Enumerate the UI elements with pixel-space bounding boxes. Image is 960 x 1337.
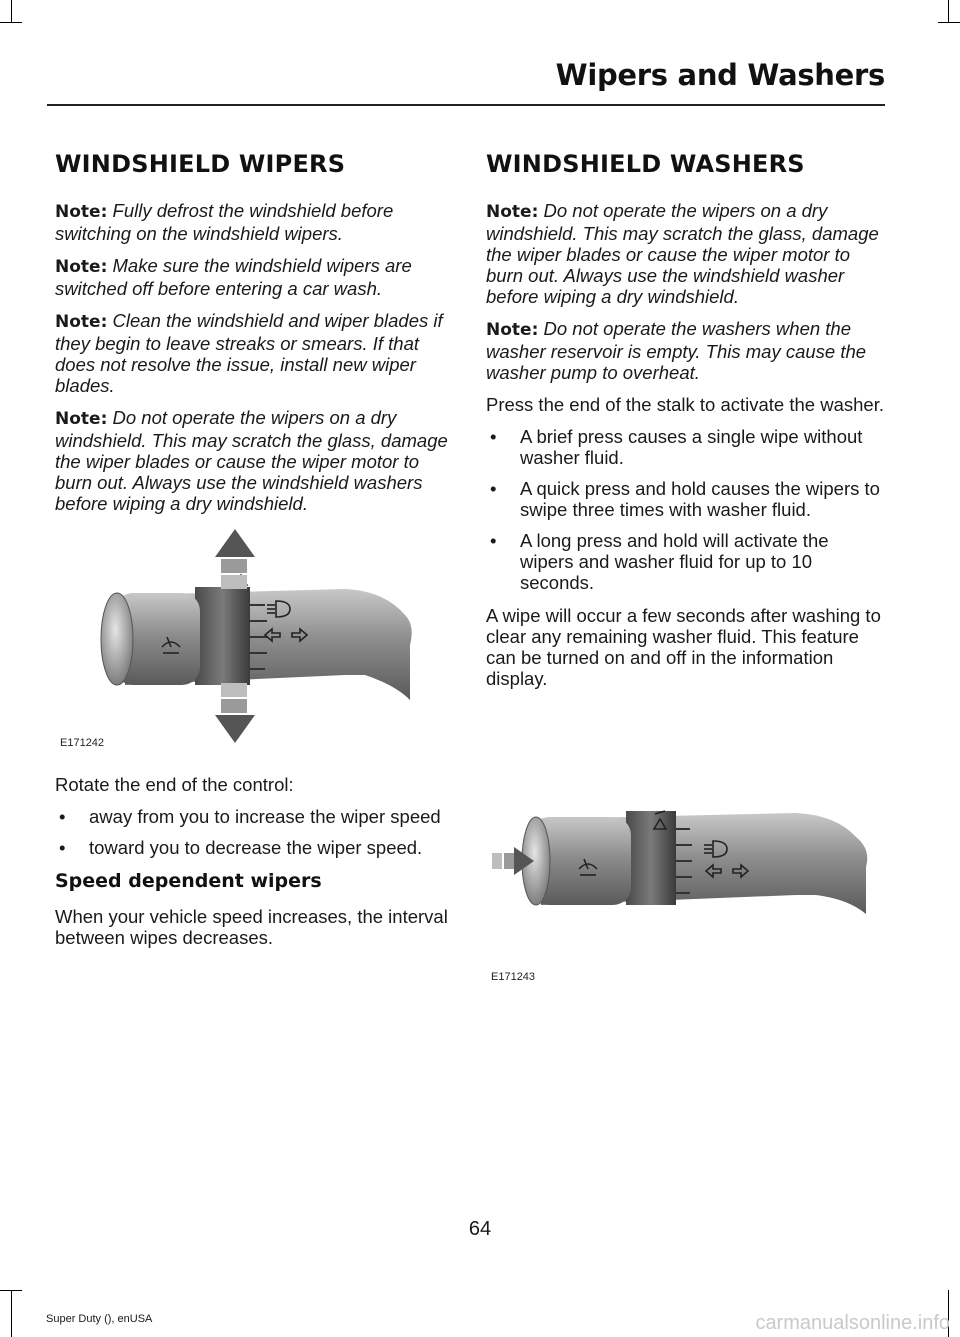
note-text: Fully defrost the windshield before switching on the windshield wipers. <box>55 200 394 244</box>
note-label: Note: <box>55 202 108 222</box>
note <box>486 200 884 307</box>
rotate-intro: Rotate the end of the control: <box>55 774 294 795</box>
note-text: Make sure the windshield wipers are switched off before entering a car wash. <box>55 255 412 299</box>
arrow-down-icon <box>215 683 255 743</box>
note-label: Note: <box>486 320 539 340</box>
note-label: Note: <box>486 202 539 222</box>
wipe-text: A wipe will occur a few seconds after washing to clear any remaining washer fluid. This feature can be turned on and off in the information display. <box>486 605 881 689</box>
note <box>55 310 453 396</box>
left-column <box>55 150 453 959</box>
note <box>55 200 453 244</box>
right-column <box>486 150 884 989</box>
note <box>486 318 884 383</box>
subheading-speed-dependent: Speed dependent wipers <box>55 870 322 892</box>
figure-code: E171243 <box>491 971 536 983</box>
note <box>55 255 453 299</box>
figure-code: E171242 <box>60 737 105 749</box>
press-intro: Press the end of the stalk to activate the washer. <box>486 394 884 415</box>
footer-text: Super Duty (), enUSA <box>46 1313 153 1325</box>
note-text: Do not operate the washers when the washer reservoir is empty. This may cause the washer pump to overheat. <box>486 318 867 383</box>
note <box>55 407 453 514</box>
list-item: • A long press and hold will activate the wipers and washer fluid for up to 10 seconds. <box>490 530 829 593</box>
wiper-stalk-press-figure <box>486 709 884 989</box>
list-item: • A brief press causes a single wipe without washer fluid. <box>490 426 863 468</box>
note-label: Note: <box>55 257 108 277</box>
wiper-stalk-rotate-figure <box>55 525 453 760</box>
note-label: Note: <box>55 312 108 332</box>
list-item: • A quick press and hold causes the wipers to swipe three times with washer fluid. <box>490 478 880 520</box>
note-text: Do not operate the wipers on a dry windshield. This may scratch the glass, damage the wiper blades or cause the wiper motor to burn out. Always use the windshield washer before wiping a dry windshield. <box>486 200 879 307</box>
list-item: • away from you to increase the wiper speed <box>59 806 441 827</box>
page-title: Wipers and Washers <box>555 58 885 92</box>
note-label: Note: <box>55 409 108 429</box>
press-list <box>486 426 884 593</box>
section-heading-washers: WINDSHIELD WASHERS <box>486 150 805 178</box>
header-divider <box>47 104 885 106</box>
rotate-list <box>55 806 453 858</box>
note-text: Do not operate the wipers on a dry windshield. This may scratch the glass, damage the wiper blades or cause the wiper motor to burn out. Always use the windshield washers before wiping a dry windshield. <box>55 407 448 514</box>
note-text: Clean the windshield and wiper blades if they begin to leave streaks or smears. If that does not resolve the issue, install new wiper blades. <box>55 310 443 396</box>
list-item: • toward you to decrease the wiper speed. <box>59 837 423 858</box>
arrow-up-icon <box>215 529 255 589</box>
wiper-stalk-rotate-illustration <box>55 525 453 760</box>
page-number: 64 <box>468 1218 492 1240</box>
section-heading-wipers: WINDSHIELD WIPERS <box>55 150 346 178</box>
watermark: carmanualsonline.info <box>755 1312 950 1334</box>
speed-text: When your vehicle speed increases, the interval between wipes decreases. <box>55 906 448 948</box>
wiper-stalk-press-illustration <box>486 709 884 989</box>
